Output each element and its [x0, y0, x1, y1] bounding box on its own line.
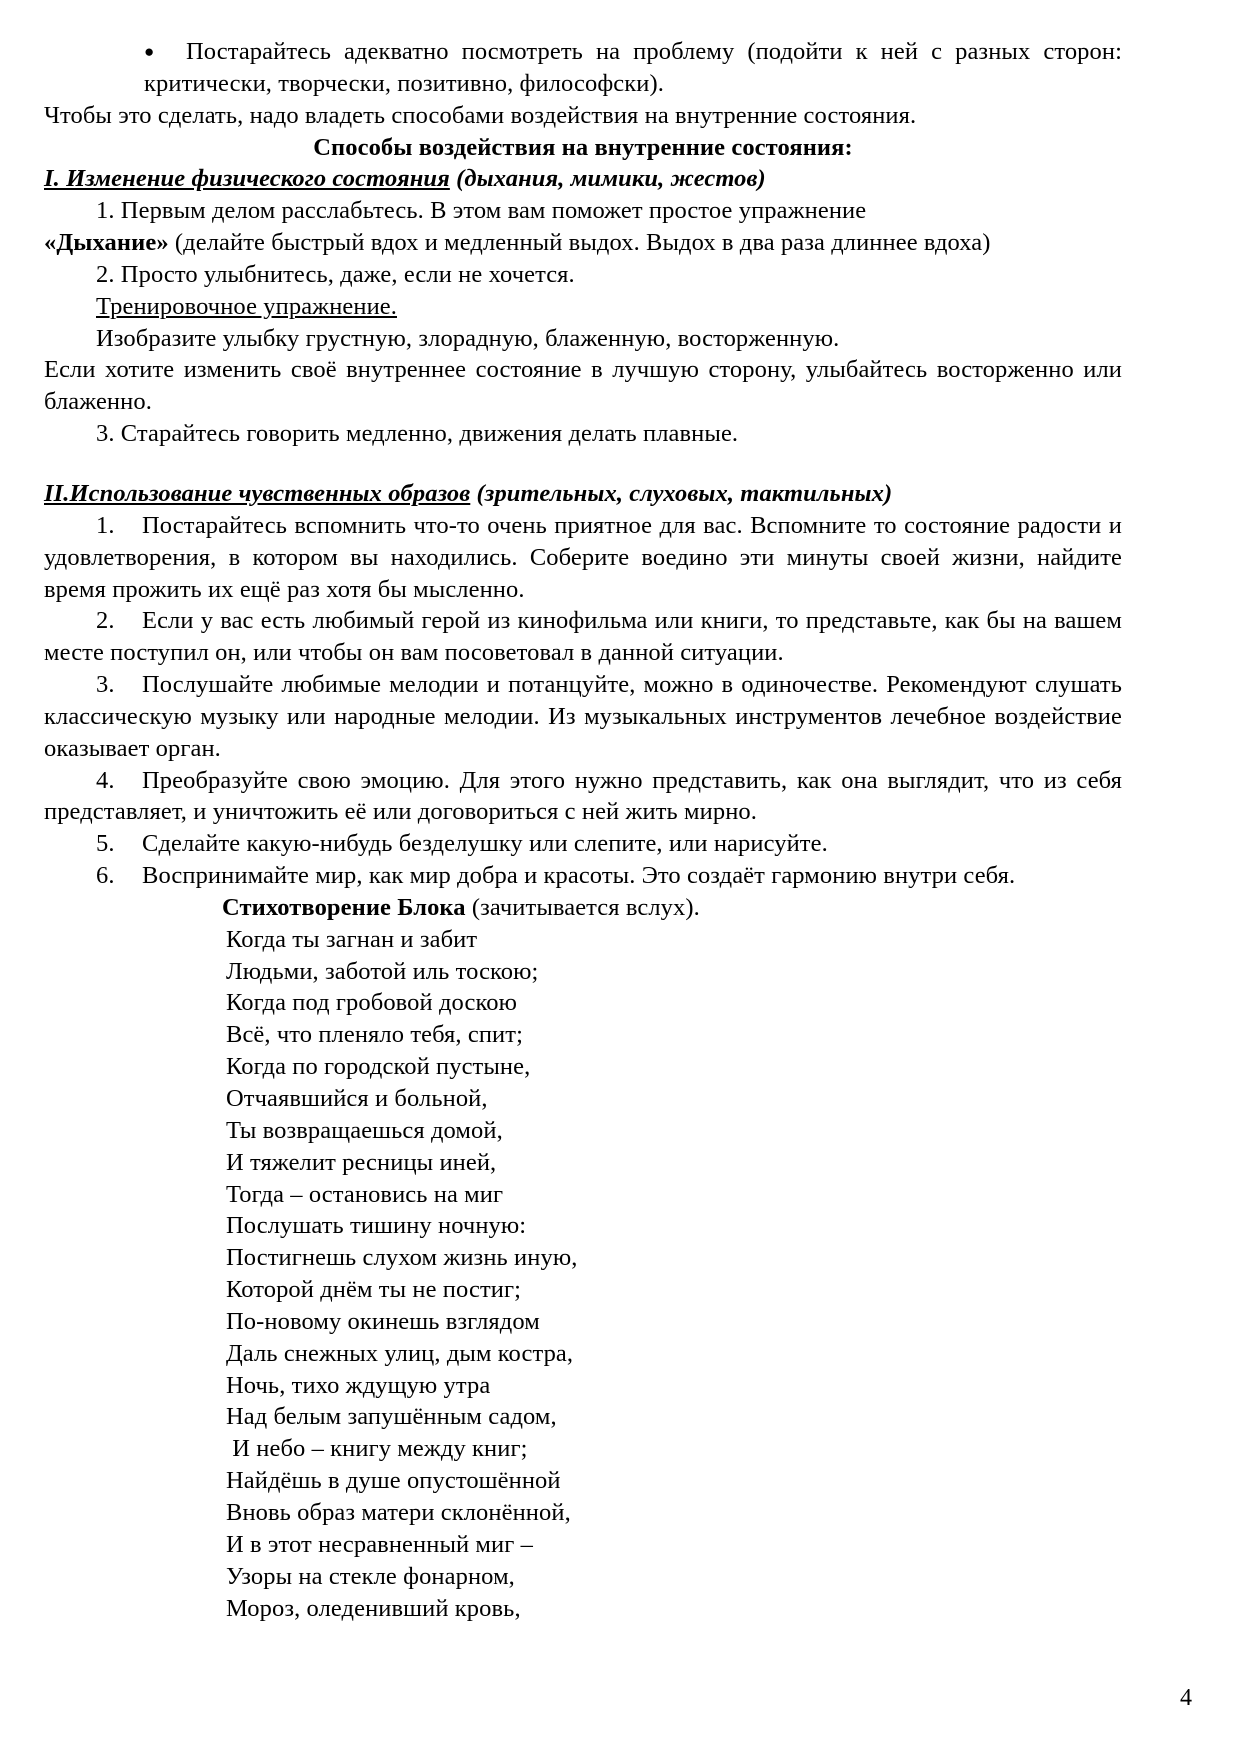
list-item-number: 2. [96, 607, 115, 635]
list-item-number: 3. [96, 671, 115, 699]
section-one-item-2: 2. Просто улыбнитесь, даже, если не хочется. [96, 260, 575, 288]
training-exercise-label: Тренировочное упражнение. [96, 292, 397, 320]
section-one-note: Если хотите изменить своё внутреннее состояние в лучшую сторону, улыбайтесь восторженно или блаженно. [44, 356, 1122, 416]
poem-line: Всё, что пленяло тебя, спит; [226, 1021, 523, 1049]
section-two-heading [44, 478, 1122, 510]
list-item-number: 6. [96, 862, 115, 890]
section-two-heading-underlined: II.Использование чувственных образов [44, 479, 471, 507]
poem-line: Когда по городской пустыне, [226, 1053, 531, 1081]
breathing-exercise-label: «Дыхание» [44, 229, 169, 257]
list-item-number: 4. [96, 766, 115, 794]
list-item-number: 1. [96, 511, 115, 539]
poem-line: Когда под гробовой доскою [226, 989, 517, 1017]
intro-lead-line: Чтобы это сделать, надо владеть способами воздействия на внутренние состояния. [44, 101, 917, 129]
poem-line: Отчаявшийся и больной, [226, 1085, 488, 1112]
poem-title [44, 892, 1122, 924]
list-item [44, 765, 1122, 829]
poem-line: Узоры на стекле фонарном, [226, 1562, 515, 1590]
section-one-heading-rest: (дыхания, мимики, жестов) [449, 165, 766, 193]
list-item-text: Сделайте какую-нибудь безделушку или слепите, или нарисуйте. [142, 830, 828, 858]
poem-line: Ты возвращаешься домой, [226, 1116, 503, 1144]
page-title: Способы воздействия на внутренние состояния: [313, 133, 853, 161]
poem-line: Людьми, заботой иль тоскою; [226, 957, 539, 985]
poem-line: Постигнешь слухом жизнь иную, [226, 1244, 578, 1272]
list-item [44, 860, 1122, 892]
poem-line: И небо – книгу между книг; [226, 1435, 528, 1463]
poem-line: И тяжелит ресницы иней, [226, 1148, 497, 1176]
list-item-text: Постарайтесь вспомнить что-то очень приятное для вас. Вспомните то состояние радости и удовлетворения, в котором вы находились. Соберите воедино эти минуты своей жизни, найдите время прожить их ещё раз хотя бы мысленно. [44, 511, 1122, 603]
list-item [44, 510, 1122, 606]
list-item-number: 5. [96, 830, 115, 858]
training-exercise-heading [44, 291, 1122, 323]
bullet-icon: ● [144, 42, 155, 61]
training-exercise-text: Изобразите улыбку грустную, злорадную, блаженную, восторженную. [96, 324, 840, 352]
poem-line: Ночь, тихо ждущую утра [226, 1371, 491, 1399]
poem-title-bold: Стихотворение Блока [222, 893, 466, 921]
section-one-item-1-continuation [44, 227, 1122, 259]
list-item [44, 605, 1122, 669]
poem-line: Когда ты загнан и забит [226, 925, 478, 953]
poem-line: Мороз, оледенивший кровь, [226, 1594, 521, 1622]
intro-bullet-paragraph [44, 36, 1122, 100]
list-item-text: Преобразуйте свою эмоцию. Для этого нужно представить, как она выглядит, что из себя представляет, и уничтожить её или договориться с ней жить мирно. [44, 766, 1122, 826]
section-divider-space [44, 450, 1122, 478]
breathing-exercise-description: (делайте быстрый вдох и медленный выдох. Выдох в два раза длиннее вдоха) [168, 229, 991, 257]
poem-line: Вновь образ матери склонённой, [226, 1498, 571, 1526]
section-one-heading-underlined: I. Изменение физического состояния [44, 165, 450, 193]
section-one-heading [44, 163, 1122, 195]
poem-line: По-новому окинешь взглядом [226, 1307, 540, 1335]
poem-line: Даль снежных улиц, дым костра, [226, 1339, 574, 1367]
poem-line: И в этот несравненный миг – [226, 1530, 533, 1558]
list-item [44, 669, 1122, 765]
section-one-item-3: 3. Старайтесь говорить медленно, движения делать плавные. [96, 420, 739, 448]
intro-bullet-text: Постарайтесь адекватно посмотреть на проблему (подойти к ней с разных сторон: критически, творчески, позитивно, философски). [144, 38, 1122, 97]
list-item-text: Послушайте любимые мелодии и потанцуйте, можно в одиночестве. Рекомендуют слушать классическую музыку или народные мелодии. Из музыкальных инструментов лечебное воздействие оказывает орган. [44, 671, 1122, 762]
list-item [44, 828, 1122, 860]
section-two-heading-rest: (зрительных, слуховых, тактильных) [470, 479, 893, 507]
poem-line: Над белым запушённым садом, [226, 1403, 557, 1431]
poem-line: Тогда – остановись на миг [226, 1180, 504, 1208]
page-number: 4 [1180, 1685, 1192, 1711]
document-body [44, 36, 1122, 1624]
list-item-text: Воспринимайте мир, как мир добра и красоты. Это создаёт гармонию внутри себя. [142, 862, 1016, 890]
poem-block [44, 892, 1122, 1624]
section-one-item-1: 1. Первым делом расслабьтесь. В этом вам поможет простое упражнение [96, 197, 867, 225]
poem-title-note: (зачитывается вслух). [465, 893, 700, 921]
poem-line: Которой днём ты не постиг; [226, 1276, 522, 1304]
poem-line: Найдёшь в душе опустошённой [226, 1467, 561, 1495]
poem-line: Послушать тишину ночную: [226, 1212, 527, 1240]
list-item-text: Если у вас есть любимый герой из кинофильма или книги, то представьте, как бы на вашем месте поступил он, или чтобы он вам посоветовал в данной ситуации. [44, 607, 1122, 667]
